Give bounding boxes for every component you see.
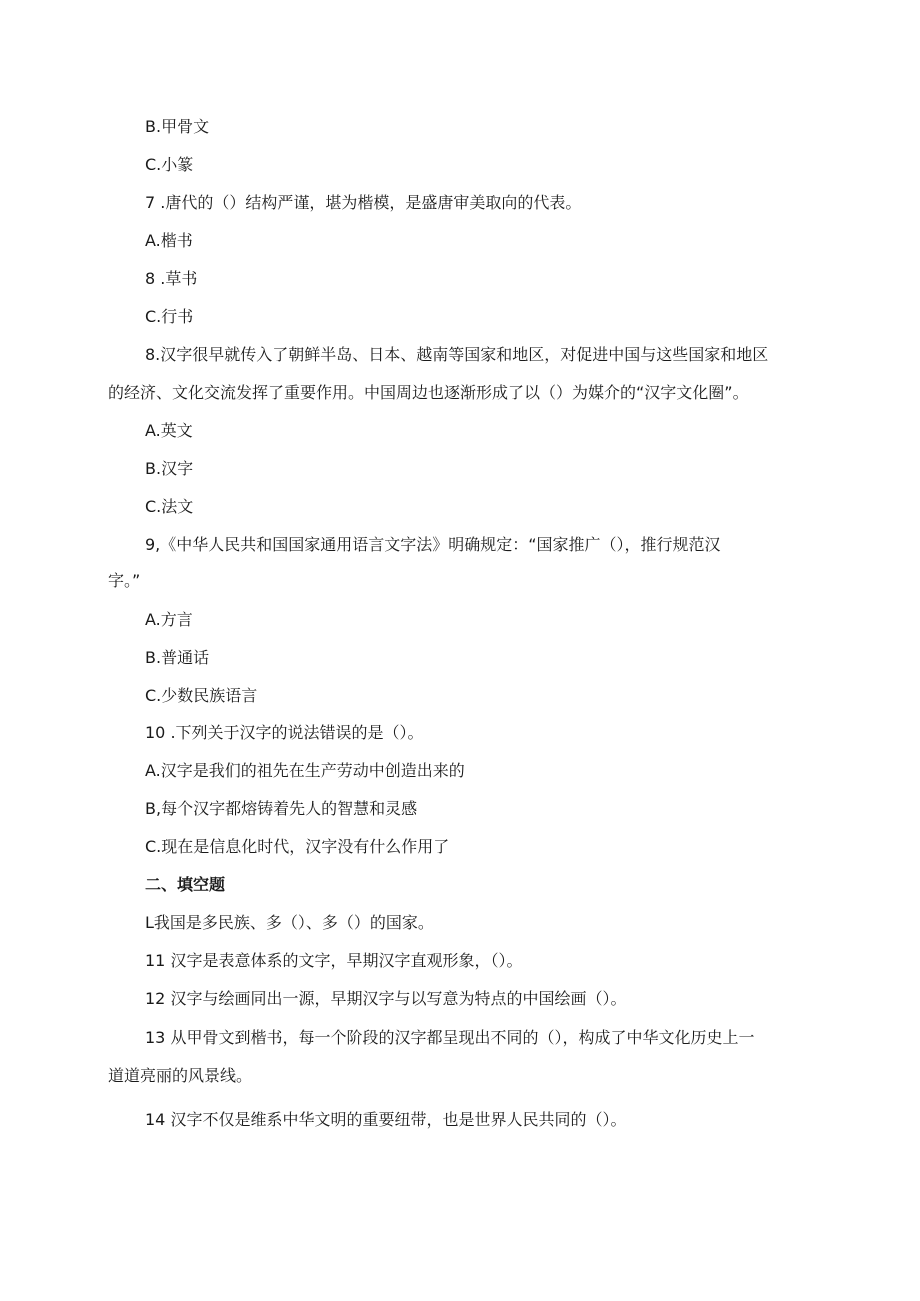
option-c-xingshu: C.行书 — [145, 307, 194, 326]
option-a-fangyan: A.方言 — [145, 610, 193, 629]
option-c-q10: C.现在是信息化时代，汉字没有什么作用了 — [145, 837, 450, 856]
fill-question-14: 14 汉字不仅是维系中华文明的重要纽带，也是世界人民共同的（）。 — [145, 1110, 627, 1129]
question-10: 10 .下列关于汉字的说法错误的是（）。 — [145, 723, 424, 742]
option-c-shaoshu-minzu-yuyan: C.少数民族语言 — [145, 686, 258, 705]
question-9-line-2: 字。” — [108, 571, 141, 590]
fill-question-13-line-1: 13 从甲骨文到楷书，每一个阶段的汉字都呈现出不同的（），构成了中华文化历史上一 — [145, 1028, 755, 1047]
option-c-xiaozhuan: C.小篆 — [145, 155, 194, 174]
option-a-yingwen: A.英文 — [145, 421, 193, 440]
question-8-line-2: 的经济、文化交流发挥了重要作用。中国周边也逐渐形成了以（）为媒介的“汉字文化圈”。 — [108, 383, 749, 402]
fill-question-13-line-2: 道道亮丽的风景线。 — [108, 1066, 253, 1085]
section-heading-fill-in: 二、填空题 — [145, 875, 226, 894]
question-8-line-1: 8.汉字很早就传入了朝鲜半岛、日本、越南等国家和地区，对促进中国与这些国家和地区 — [145, 345, 769, 364]
option-b-putonghua: B.普通话 — [145, 648, 210, 667]
fill-question-12: 12 汉字与绘画同出一源，早期汉字与以写意为特点的中国绘画（）。 — [145, 989, 627, 1008]
fill-question-1: L我国是多民族、多（）、多（）的国家。 — [145, 913, 434, 932]
option-b-jiaguwen: B.甲骨文 — [145, 117, 210, 136]
option-b-hanzi: B.汉字 — [145, 459, 194, 478]
option-a-kaishu: A.楷书 — [145, 231, 193, 250]
fill-question-11: 11 汉字是表意体系的文字，早期汉字直观形象，（）。 — [145, 951, 523, 970]
option-c-fawen: C.法文 — [145, 497, 194, 516]
option-a-q10: A.汉字是我们的祖先在生产劳动中创造出来的 — [145, 761, 465, 780]
option-b-caoshu: 8 .草书 — [145, 269, 198, 288]
question-9-line-1: 9,《中华人民共和国国家通用语言文字法》明确规定：“国家推广（），推行规范汉 — [145, 535, 721, 554]
option-b-q10: B,每个汉字都熔铸着先人的智慧和灵感 — [145, 799, 418, 818]
question-7: 7 .唐代的（）结构严谨，堪为楷模，是盛唐审美取向的代表。 — [145, 193, 582, 212]
